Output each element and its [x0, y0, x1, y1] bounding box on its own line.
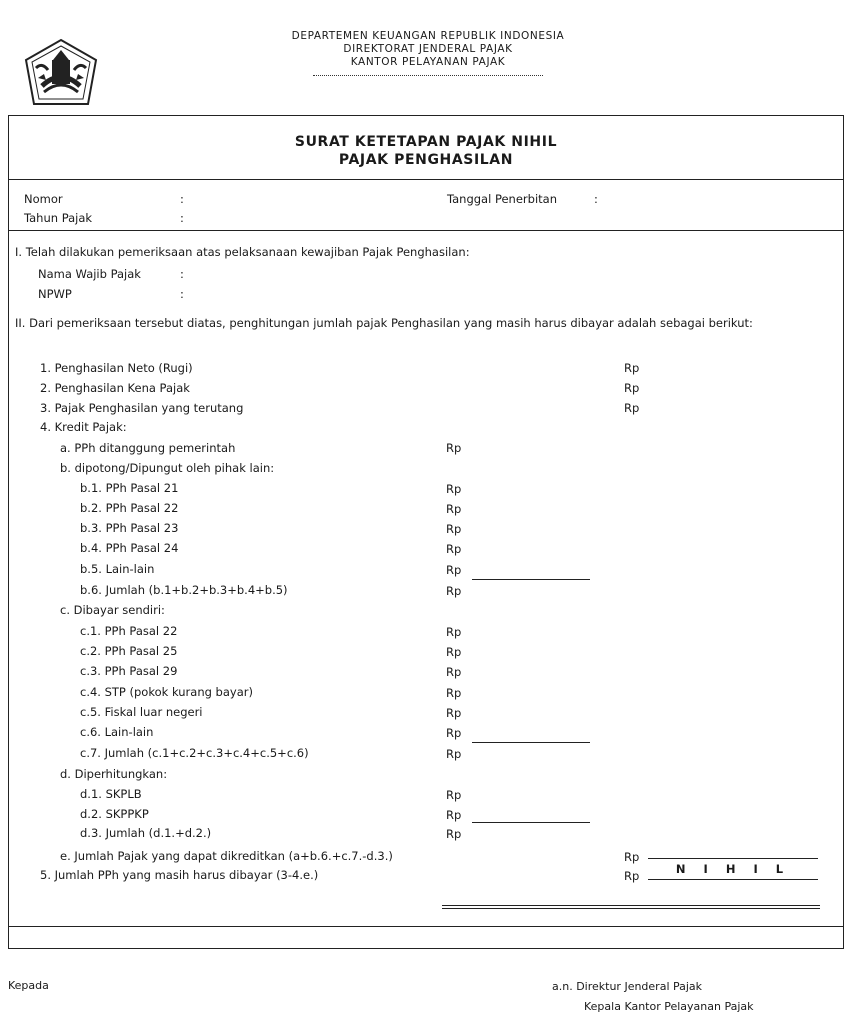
item-c4-rp: Rp	[446, 686, 462, 700]
item-c6-label: c.6. Lain-lain	[80, 725, 154, 739]
item-c2-rp: Rp	[446, 645, 462, 659]
item-c1-rp: Rp	[446, 625, 462, 639]
item-5-rp: Rp	[624, 869, 640, 883]
npwp-label: NPWP	[38, 287, 72, 301]
item-b5-rp: Rp	[446, 563, 462, 577]
item-3-label: 3. Pajak Penghasilan yang terutang	[40, 401, 244, 415]
item-d1-label: d.1. SKPLB	[80, 787, 142, 801]
item-d2-rp: Rp	[446, 808, 462, 822]
item-b2-label: b.2. PPh Pasal 22	[80, 501, 179, 515]
section-1-text: I. Telah dilakukan pemeriksaan atas pelaksanaan kewajiban Pajak Penghasilan:	[15, 245, 470, 259]
item-d3-rp: Rp	[446, 827, 462, 841]
nomor-colon: :	[180, 192, 184, 206]
tahun-colon: :	[180, 211, 184, 225]
item-b1-label: b.1. PPh Pasal 21	[80, 481, 179, 495]
header-line-3: KANTOR PELAYANAN PAJAK	[350, 56, 506, 68]
tanggal-label: Tanggal Penerbitan	[447, 192, 557, 206]
header-dotted-line	[313, 75, 543, 76]
item-b2-rp: Rp	[446, 502, 462, 516]
nama-colon: :	[180, 267, 184, 281]
item-4a-rp: Rp	[446, 441, 462, 455]
ministry-emblem-icon	[22, 38, 100, 110]
form-subtitle: PAJAK PENGHASILAN	[338, 152, 514, 168]
item-c7-rp: Rp	[446, 747, 462, 761]
signature-line-1: a.n. Direktur Jenderal Pajak	[552, 980, 703, 993]
item-b1-rp: Rp	[446, 482, 462, 496]
header-text	[272, 30, 584, 76]
item-c6-rp: Rp	[446, 726, 462, 740]
item-d2-label: d.2. SKPPKP	[80, 807, 149, 821]
nihil-amount-box	[648, 858, 818, 880]
item-b3-rp: Rp	[446, 522, 462, 536]
header-line-1: DEPARTEMEN KEUANGAN REPUBLIK INDONESIA	[291, 30, 565, 42]
item-c5-label: c.5. Fiskal luar negeri	[80, 705, 203, 719]
item-c4-label: c.4. STP (pokok kurang bayar)	[80, 685, 253, 699]
tahun-label: Tahun Pajak	[24, 211, 93, 225]
c-subtotal-rule	[472, 742, 590, 743]
item-d1-rp: Rp	[446, 788, 462, 802]
item-b3-label: b.3. PPh Pasal 23	[80, 521, 179, 535]
total-double-rule	[442, 905, 820, 909]
item-4a-label: a. PPh ditanggung pemerintah	[60, 441, 236, 455]
tanggal-colon: :	[594, 192, 598, 206]
section-2-text: II. Dari pemeriksaan tersebut diatas, penghitungan jumlah pajak Penghasilan yang masih harus dibayar adalah sebagai berikut:	[15, 316, 753, 330]
item-d3-label: d.3. Jumlah (d.1.+d.2.)	[80, 826, 212, 840]
kepada-label: Kepada	[8, 979, 49, 992]
item-c3-rp: Rp	[446, 665, 462, 679]
item-1-label: 1. Penghasilan Neto (Rugi)	[40, 361, 193, 375]
item-c5-rp: Rp	[446, 706, 462, 720]
item-4d-label: d. Diperhitungkan:	[60, 767, 168, 781]
nomor-label: Nomor	[24, 192, 63, 206]
item-b6-label: b.6. Jumlah (b.1+b.2+b.3+b.4+b.5)	[80, 583, 288, 597]
npwp-colon: :	[180, 287, 184, 301]
item-4e-label: e. Jumlah Pajak yang dapat dikreditkan (a+b.6.+c.7.-d.3.)	[60, 849, 393, 863]
d-subtotal-rule	[472, 822, 590, 823]
item-5-label: 5. Jumlah PPh yang masih harus dibayar (3-4.e.)	[40, 868, 319, 882]
nihil-amount: N I H I L	[675, 862, 791, 876]
item-4b-label: b. dipotong/Dipungut oleh pihak lain:	[60, 461, 275, 475]
b-subtotal-rule	[472, 579, 590, 580]
item-4e-rp: Rp	[624, 850, 640, 864]
item-1-rp: Rp	[624, 361, 640, 375]
bottom-divider	[9, 926, 843, 927]
item-b4-label: b.4. PPh Pasal 24	[80, 541, 179, 555]
item-3-rp: Rp	[624, 401, 640, 415]
item-b4-rp: Rp	[446, 542, 462, 556]
item-c3-label: c.3. PPh Pasal 29	[80, 664, 178, 678]
header-line-2: DIREKTORAT JENDERAL PAJAK	[343, 43, 513, 55]
item-4-label: 4. Kredit Pajak:	[40, 420, 127, 434]
item-c2-label: c.2. PPh Pasal 25	[80, 644, 178, 658]
item-c1-label: c.1. PPh Pasal 22	[80, 624, 178, 638]
nama-wajib-pajak-label: Nama Wajib Pajak	[38, 267, 141, 281]
form-title: SURAT KETETAPAN PAJAK NIHIL	[294, 134, 558, 150]
letterhead	[0, 28, 850, 98]
item-2-rp: Rp	[624, 381, 640, 395]
item-c7-label: c.7. Jumlah (c.1+c.2+c.3+c.4+c.5+c.6)	[80, 746, 309, 760]
title-area	[9, 116, 843, 180]
item-b6-rp: Rp	[446, 584, 462, 598]
item-4c-label: c. Dibayar sendiri:	[60, 603, 165, 617]
item-b5-label: b.5. Lain-lain	[80, 562, 155, 576]
meta-divider	[9, 230, 843, 231]
item-2-label: 2. Penghasilan Kena Pajak	[40, 381, 190, 395]
signature-line-2: Kepala Kantor Pelayanan Pajak	[584, 1000, 754, 1013]
